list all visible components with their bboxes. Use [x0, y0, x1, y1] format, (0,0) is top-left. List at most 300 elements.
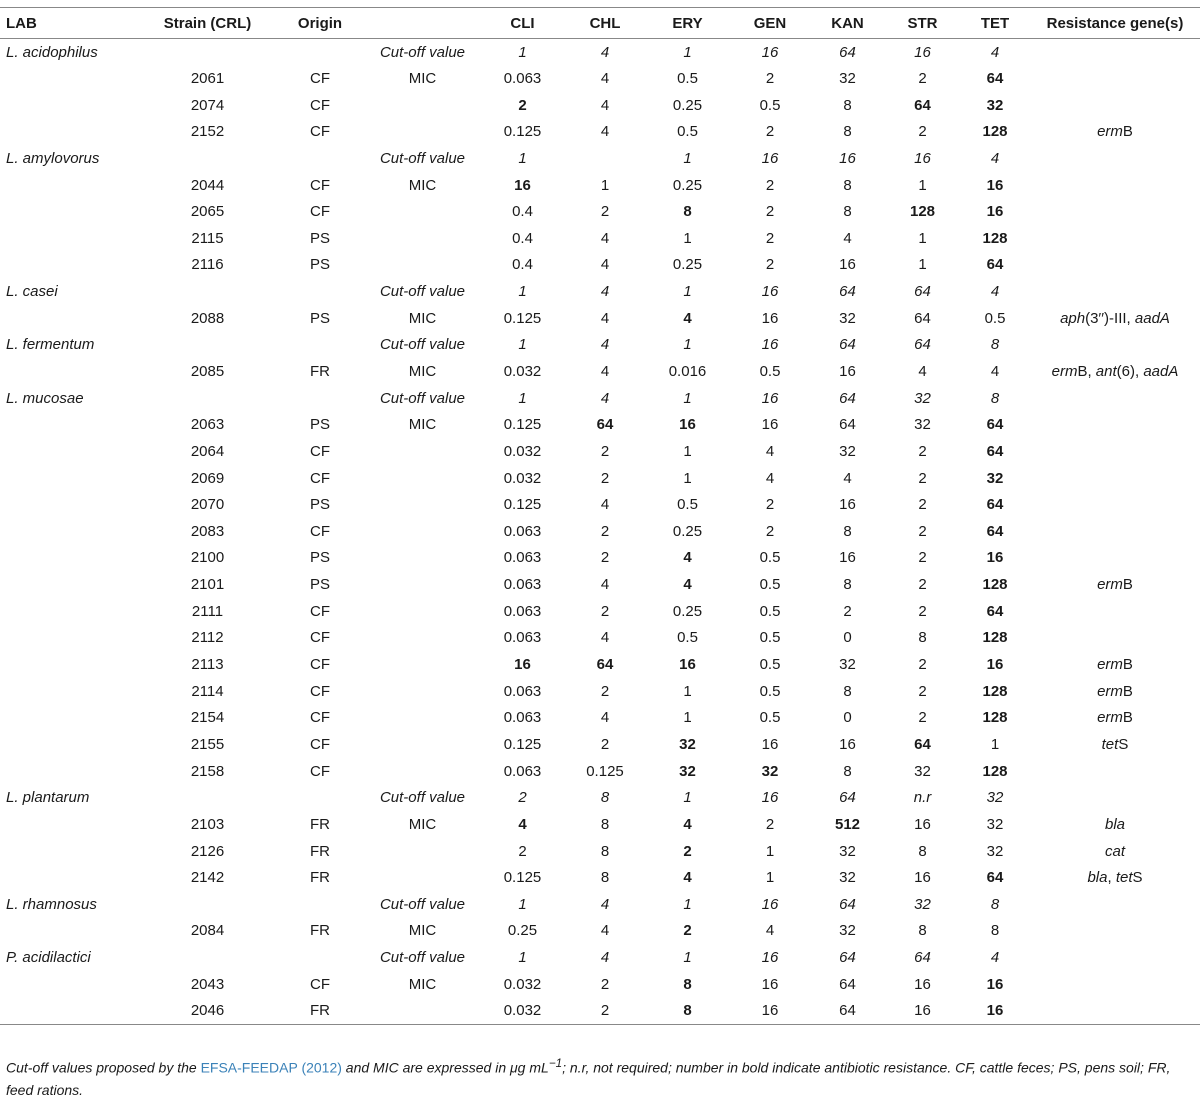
cell-cli: 16 [514, 176, 531, 194]
table-row [0, 252, 1200, 279]
cell-strain [140, 39, 275, 66]
cell-tet: 128 [982, 576, 1008, 594]
cell-ery: 32 [679, 762, 696, 780]
cell-gen: 4 [765, 922, 775, 940]
table-row [0, 518, 1200, 545]
cell-kind: MIC [408, 922, 437, 940]
cell-str: 64 [914, 309, 931, 327]
cell-cli: 1 [518, 149, 527, 167]
cell-chl: 4 [600, 283, 610, 301]
cell-chl: 2 [600, 682, 610, 700]
table-row [0, 838, 1200, 865]
cell-cli: 0.4 [512, 203, 533, 221]
cell-tet: 16 [986, 176, 1004, 194]
cell-strain: 2155 [190, 735, 225, 753]
cell-resistance-genes [1030, 39, 1200, 66]
cell-kan: 16 [839, 149, 856, 167]
gene-fragment: B [1122, 123, 1133, 141]
cell-gen: 16 [761, 789, 779, 807]
cell-lab [0, 598, 140, 625]
cell-kind: Cut-off value [379, 336, 466, 354]
cell-ery: 1 [683, 149, 692, 167]
cell-tet: 32 [986, 96, 1004, 114]
table-row [0, 918, 1200, 945]
cell-resistance-genes [1030, 838, 1200, 865]
gene-fragment: S [1118, 735, 1129, 753]
cell-chl: 4 [600, 709, 610, 727]
cell-resistance-genes [1030, 998, 1200, 1025]
table-row [0, 758, 1200, 785]
cell-gen: 2 [765, 522, 775, 540]
cell-gen: 0.5 [759, 629, 781, 647]
header-cli: CLI [480, 8, 565, 39]
cell-tet: 128 [982, 682, 1008, 700]
cell-ery: 0.25 [672, 522, 703, 540]
cell-kind [365, 465, 480, 492]
cell-resistance-genes [1030, 918, 1200, 945]
table-row [0, 864, 1200, 891]
footnote-mid: and MIC are expressed in [341, 1059, 511, 1076]
cell-strain: 2113 [191, 656, 224, 674]
table-row-species [0, 891, 1200, 918]
cell-lab: L. casei [6, 283, 58, 301]
cell-lab [0, 625, 140, 652]
cell-resistance-genes [1030, 944, 1200, 971]
cell-chl: 4 [600, 96, 610, 114]
cell-chl: 2 [565, 998, 645, 1025]
efsa-reference-link[interactable]: EFSA-FEEDAP (2012) [200, 1059, 342, 1076]
cell-kind: MIC [408, 975, 437, 993]
cell-kind [365, 838, 480, 865]
cell-str: 8 [918, 629, 927, 647]
cell-resistance-genes [1030, 731, 1200, 758]
cell-tet: 128 [982, 709, 1008, 727]
cell-strain: 2063 [190, 416, 225, 434]
cell-resistance-genes [1030, 784, 1200, 811]
cell-str: 1 [918, 256, 927, 274]
cell-kan: 2 [843, 602, 852, 620]
cell-ery: 1 [683, 789, 692, 807]
cell-cli: 0.063 [503, 682, 542, 700]
table-row [0, 198, 1200, 225]
cell-lab [0, 811, 140, 838]
cell-kind: Cut-off value [379, 149, 466, 167]
gene-fragment: B, [1077, 363, 1096, 380]
cell-cli: 0.063 [503, 709, 542, 727]
cell-tet: 64 [986, 602, 1004, 620]
gene-fragment: , [1107, 869, 1116, 887]
cell-cli: 0.125 [503, 123, 542, 141]
table-row [0, 358, 1200, 385]
table-row [0, 545, 1200, 572]
cell-origin: PS [309, 496, 330, 514]
cell-origin: FR [310, 363, 330, 380]
cell-origin [275, 145, 365, 172]
cell-resistance-genes [1030, 438, 1200, 465]
cell-resistance-genes [1030, 651, 1200, 678]
cell-tet: 16 [986, 549, 1004, 567]
cell-resistance-genes [1030, 864, 1200, 891]
cell-chl: 2 [600, 735, 610, 753]
table-row [0, 625, 1200, 652]
cell-kind [365, 198, 480, 225]
cell-tet: 4 [990, 363, 1000, 380]
cell-origin: PS [309, 576, 330, 594]
cell-kan: 64 [839, 389, 856, 407]
cell-chl: 4 [600, 43, 610, 61]
cell-lab: L. mucosae [6, 389, 84, 407]
cell-ery: 4 [683, 309, 692, 327]
cell-kind [365, 678, 480, 705]
cell-lab [0, 411, 140, 438]
cell-gen: 4 [765, 442, 775, 460]
cell-kind: MIC [408, 815, 437, 833]
cell-kan: 32 [839, 656, 856, 674]
cell-lab: L. fermentum [6, 336, 95, 354]
cell-str: 2 [918, 656, 927, 674]
cell-gen: 16 [761, 43, 779, 61]
cell-cli: 0.25 [507, 922, 538, 940]
cell-strain [140, 385, 275, 412]
cell-ery: 1 [683, 895, 692, 913]
cell-origin: PS [309, 416, 330, 434]
cell-tet: 16 [960, 998, 1030, 1025]
cell-cli: 0.4 [512, 256, 533, 274]
cell-chl: 4 [600, 363, 610, 380]
cell-tet: 64 [986, 442, 1004, 460]
cell-tet: 64 [986, 869, 1004, 887]
cell-ery: 0.5 [677, 496, 698, 514]
cell-chl: 1 [600, 176, 610, 194]
table-row [0, 705, 1200, 732]
cell-strain: 2043 [190, 975, 225, 993]
cell-str: 2 [918, 123, 927, 141]
cell-origin: CF [310, 975, 330, 993]
cell-origin: CF [310, 442, 330, 460]
table-row-species [0, 145, 1200, 172]
cell-chl: 4 [600, 576, 610, 594]
header-str: STR [885, 8, 960, 39]
cell-chl: 0.125 [586, 762, 624, 780]
cell-cli: 2 [518, 842, 527, 860]
cell-chl: 2 [600, 469, 610, 487]
gene-fragment: aadA [1134, 309, 1170, 327]
cell-str: 2 [918, 682, 927, 700]
cell-origin: PS [309, 256, 330, 274]
cell-lab [0, 305, 140, 332]
cell-kan: 32 [839, 922, 856, 940]
cell-kind: Cut-off value [379, 895, 466, 913]
cell-strain: 2065 [190, 203, 225, 221]
cell-gen: 16 [761, 895, 779, 913]
cell-ery: 1 [683, 229, 692, 247]
cell-origin: FR [275, 998, 365, 1025]
cell-cli: 0.125 [503, 416, 542, 434]
cell-gen: 2 [765, 203, 775, 221]
cell-str: 64 [914, 336, 931, 354]
cell-gen: 0.5 [759, 576, 781, 594]
table-row [0, 118, 1200, 145]
cell-tet: 128 [982, 762, 1008, 780]
cell-str: 2 [918, 522, 927, 540]
header-resistance-genes: Resistance gene(s) [1030, 8, 1200, 39]
cell-kind [365, 625, 480, 652]
cell-str: 2 [918, 709, 927, 727]
cell-origin: PS [309, 549, 330, 567]
cell-resistance-genes [1030, 305, 1200, 332]
cell-cli: 0.063 [503, 549, 542, 567]
cell-str: 1 [918, 176, 927, 194]
cell-origin: CF [310, 522, 330, 540]
cell-resistance-genes [1030, 811, 1200, 838]
cell-ery: 1 [683, 442, 692, 460]
cell-tet: 32 [986, 842, 1004, 860]
cell-cli: 0.125 [503, 735, 542, 753]
cell-ery: 0.5 [677, 123, 698, 141]
cell-kind [365, 864, 480, 891]
cell-origin [275, 784, 365, 811]
table-row [0, 971, 1200, 998]
cell-str: 2 [918, 496, 927, 514]
cell-tet: 64 [986, 522, 1004, 540]
cell-str: 2 [918, 442, 927, 460]
cell-strain: 2111 [191, 602, 224, 620]
cell-gen: 0.5 [759, 602, 781, 620]
table-row [0, 491, 1200, 518]
cell-lab [0, 678, 140, 705]
cell-kind [365, 731, 480, 758]
cell-cli: 0.032 [503, 469, 542, 487]
cell-kind [365, 705, 480, 732]
cell-kan: 0 [843, 629, 852, 647]
cell-gen: 16 [761, 283, 779, 301]
cell-strain: 2083 [190, 522, 225, 540]
cell-gen: 1 [765, 869, 775, 887]
cell-cli: 0.032 [503, 975, 542, 993]
cell-resistance-genes [1030, 252, 1200, 279]
cell-kind: MIC [408, 176, 437, 194]
cell-resistance-genes [1030, 145, 1200, 172]
cell-kan: 64 [839, 283, 856, 301]
gene-fragment: B [1122, 576, 1133, 594]
table-row [0, 225, 1200, 252]
cell-ery: 0.016 [668, 363, 707, 380]
cell-tet: 32 [986, 815, 1004, 833]
cell-origin: CF [310, 123, 330, 141]
cell-origin: FR [310, 922, 330, 940]
cell-kan: 64 [839, 975, 856, 993]
cell-origin: CF [310, 762, 330, 780]
cell-gen: 16 [761, 389, 779, 407]
cell-strain: 2112 [191, 629, 224, 647]
cell-tet: 64 [986, 256, 1004, 274]
cell-tet: 8 [990, 922, 1000, 940]
cell-kind: Cut-off value [379, 43, 466, 61]
cell-resistance-genes [1030, 705, 1200, 732]
cell-origin: CF [310, 682, 330, 700]
cell-tet: 64 [986, 496, 1004, 514]
cell-resistance-genes [1030, 465, 1200, 492]
cell-origin: FR [310, 842, 330, 860]
cell-kind: MIC [408, 363, 437, 380]
cell-origin: CF [310, 735, 330, 753]
cell-str: 8 [918, 842, 927, 860]
cell-chl [565, 145, 645, 172]
cell-chl: 4 [600, 309, 610, 327]
cell-lab [0, 65, 140, 92]
cell-kan: 64 [839, 43, 856, 61]
header-kind [365, 8, 480, 39]
cell-resistance-genes [1030, 678, 1200, 705]
cell-kan: 8 [843, 682, 852, 700]
cell-cli: 0.063 [503, 762, 542, 780]
cell-strain: 2088 [190, 309, 225, 327]
header-strain: Strain (CRL) [140, 8, 275, 39]
cell-resistance-genes [1030, 625, 1200, 652]
cell-gen: 16 [761, 416, 779, 434]
cell-cli: 0.032 [503, 363, 542, 380]
cell-lab [0, 225, 140, 252]
cell-resistance-genes [1030, 358, 1200, 385]
cell-ery: 0.25 [672, 602, 703, 620]
gene-fragment: tet [1101, 735, 1119, 753]
cell-chl: 2 [600, 442, 610, 460]
table-row [0, 465, 1200, 492]
table-row-species [0, 278, 1200, 305]
cell-tet: 32 [986, 789, 1004, 807]
cell-resistance-genes [1030, 172, 1200, 199]
table-row-species [0, 39, 1200, 66]
cell-tet: 128 [982, 629, 1008, 647]
gene-fragment: erm [1097, 576, 1123, 594]
cell-strain: 2085 [190, 363, 225, 380]
cell-str: 2 [918, 549, 927, 567]
cell-lab: P. acidilactici [6, 949, 91, 967]
cell-kind: Cut-off value [379, 949, 466, 967]
cell-lab [0, 465, 140, 492]
cell-ery: 1 [683, 709, 692, 727]
cell-kan: 512 [834, 815, 861, 833]
cell-gen: 16 [761, 975, 779, 993]
table-row-species [0, 944, 1200, 971]
cell-str: 2 [918, 602, 927, 620]
cell-origin [275, 891, 365, 918]
cell-ery: 1 [683, 389, 692, 407]
table-row [0, 731, 1200, 758]
cell-origin: FR [310, 815, 330, 833]
cell-strain: 2100 [190, 549, 225, 567]
cell-tet: 4 [990, 283, 1000, 301]
cell-gen: 0.5 [759, 709, 781, 727]
cell-gen: 16 [761, 149, 779, 167]
cell-cli: 0.125 [503, 309, 542, 327]
cell-resistance-genes [1030, 518, 1200, 545]
cell-cli: 0.4 [512, 229, 533, 247]
cell-str: 32 [914, 389, 931, 407]
cell-ery: 4 [683, 549, 692, 567]
table-footnote [6, 1053, 1192, 1101]
cell-kan: 64 [839, 895, 856, 913]
header-row [0, 8, 1200, 39]
gene-fragment: B [1122, 682, 1133, 700]
gene-fragment: erm [1097, 123, 1123, 141]
cell-origin [275, 39, 365, 66]
gene-fragment: B [1122, 709, 1133, 727]
cell-kan: 32 [839, 309, 856, 327]
cell-gen: 2 [765, 229, 775, 247]
cell-kan: 4 [843, 229, 852, 247]
cell-ery: 16 [679, 416, 696, 434]
cell-tet: 16 [986, 656, 1004, 674]
cell-lab [0, 198, 140, 225]
cell-kan: 32 [839, 842, 856, 860]
gene-fragment: bla [1087, 869, 1108, 887]
cell-kind [365, 225, 480, 252]
cell-kan: 32 [839, 869, 856, 887]
cell-chl: 4 [600, 69, 610, 87]
cell-strain: 2070 [190, 496, 225, 514]
cell-gen: 0.5 [759, 656, 781, 674]
cell-strain: 2158 [190, 762, 225, 780]
cell-ery: 0.5 [677, 629, 698, 647]
cell-strain: 2152 [190, 123, 225, 141]
cell-lab: L. rhamnosus [6, 895, 97, 913]
cell-ery: 32 [679, 735, 696, 753]
cell-tet: 64 [986, 416, 1004, 434]
cell-strain: 2116 [191, 256, 224, 274]
cell-ery: 1 [683, 43, 692, 61]
cell-chl: 4 [600, 336, 610, 354]
cell-tet: 8 [990, 895, 1000, 913]
cell-ery: 4 [683, 815, 692, 833]
table-row [0, 678, 1200, 705]
cell-kind: MIC [408, 69, 437, 87]
cell-strain: 2154 [190, 709, 225, 727]
cell-tet: 128 [982, 229, 1008, 247]
cell-kan: 8 [843, 176, 852, 194]
cell-chl: 2 [600, 203, 610, 221]
cell-lab [0, 864, 140, 891]
cell-lab [0, 971, 140, 998]
cell-resistance-genes [1030, 545, 1200, 572]
cell-kan: 32 [839, 69, 856, 87]
cell-tet: 8 [990, 336, 1000, 354]
cell-kind [365, 571, 480, 598]
cell-tet: 1 [990, 735, 1000, 753]
cell-cli: 1 [518, 895, 527, 913]
cell-cli: 0.063 [503, 576, 542, 594]
cell-kan: 64 [839, 789, 856, 807]
gene-fragment: aadA [1143, 363, 1179, 380]
cell-gen: 2 [765, 123, 775, 141]
cell-strain: 2101 [190, 576, 225, 594]
cell-lab [0, 545, 140, 572]
cell-gen: 2 [765, 176, 775, 194]
cell-lab [0, 651, 140, 678]
cell-ery: 1 [683, 283, 692, 301]
cell-origin: CF [310, 469, 330, 487]
table-row [0, 172, 1200, 199]
cell-ery: 0.25 [672, 96, 703, 114]
cell-kind: Cut-off value [379, 283, 466, 301]
cell-cli: 1 [518, 43, 527, 61]
cell-chl: 64 [596, 416, 614, 434]
cell-resistance-genes [1030, 278, 1200, 305]
cell-resistance-genes [1030, 385, 1200, 412]
cell-kan: 64 [839, 416, 856, 434]
cell-lab: L. amylovorus [6, 149, 100, 167]
cell-kan: 16 [839, 735, 856, 753]
